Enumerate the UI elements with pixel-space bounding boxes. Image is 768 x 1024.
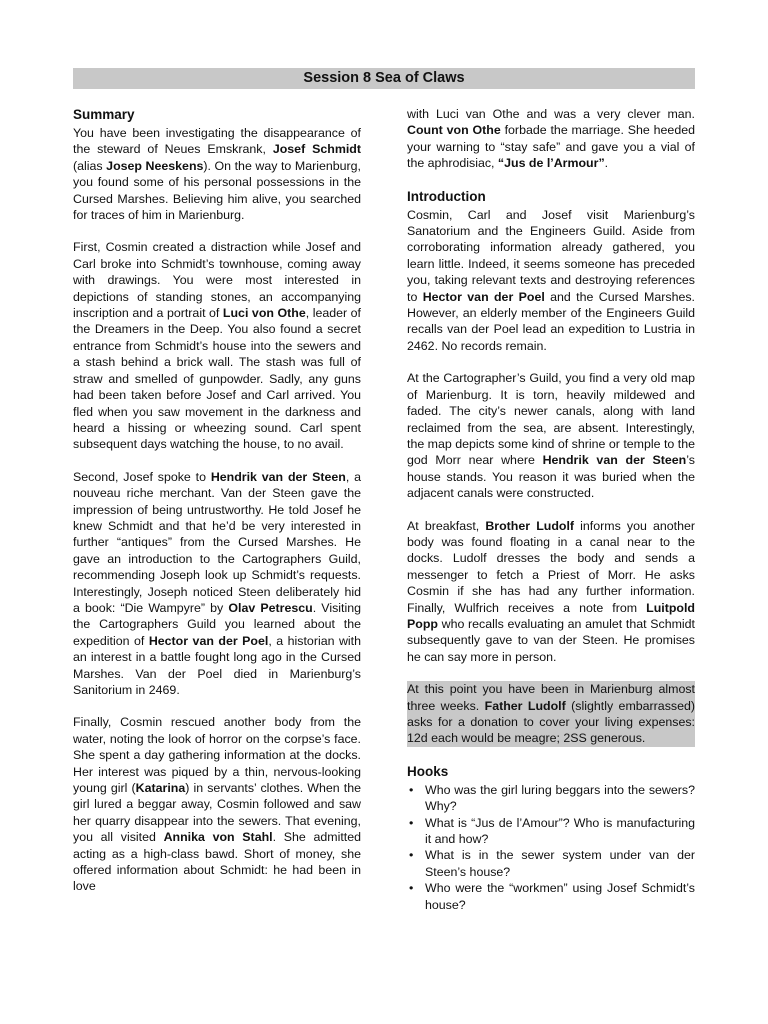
bullet-icon: • (409, 782, 414, 797)
summary-paragraph-3: Second, Josef spoke to Hendrik van der Steen, a nouveau riche merchant. Van der Steen gave the impression of being untrustworthy. He told Josef he knew Schmidt and that he’d be very interested in further “antiques” from the Cursed Marshes. He gave an introduction to the Cartographers Guild, recommending Joseph look up Schmidt’s requests. Interestingly, Joseph noticed Steen deliberately hid a book: “Die Wampyre” by Olav Petrescu. Visiting the Cartographers Guild you learned about the expedition of Hector van der Poel, a historian with an interest in a battle fought long ago in the Cursed Marshes. Van der Poel died in Marienburg’s Sanitorium in 2469. (73, 469, 361, 697)
introduction-paragraph-1: Cosmin, Carl and Josef visit Marienburg’s Sanatorium and the Engineers Guild. Aside from corroborating information already gathered, you learn little. Indeed, it seems someone has preceded you, taking relevant texts and destroying references to Hector van der Poel and the Cursed Marshes. However, an elderly member of the Engineers Guild recalls van der Poel lead an expedition to Lustria in 2462. No records remain. (407, 207, 695, 353)
introduction-heading: Introduction (407, 188, 486, 204)
bullet-icon: • (409, 815, 414, 830)
hooks-heading: Hooks (407, 763, 449, 779)
hook-item: • Who were the “workmen” using Josef Schmidt’s house? (409, 881, 695, 912)
bullet-icon: • (409, 881, 414, 896)
summary-continuation: with Luci van Othe and was a very clever man. Count von Othe forbade the marriage. She heeded your warning to “stay safe” and gave you a vial of the aphrodisiac, “Jus de l’Armour”. (407, 107, 695, 171)
left-column (73, 106, 361, 911)
bullet-icon: • (409, 848, 414, 863)
page-title: Session 8 Sea of Claws (73, 68, 695, 89)
hook-item: • What is “Jus de l’Amour”? Who is manufacturing it and how? (409, 815, 695, 847)
summary-paragraph-2: First, Cosmin created a distraction while Josef and Carl broke into Schmidt’s townhouse, coming away with drawings. You were most interested in depictions of standing stones, an accompanying inscription and a portrait of Luci von Othe, leader of the Dreamers in the Deep. You also found a secret entrance from Schmidt’s house into the sewers and a stash behind a brick wall. The stash was full of straw and smelled of gunpowder. Sadly, any guns had been taken before Josef and Carl arrived. You fled when you saw movement in the darkness and heard a hissing or wheezing sound. Carl spent subsequent days watching the house, to no avail. (73, 240, 362, 452)
introduction-paragraph-2: At the Cartographer’s Guild, you find a very old map of Marienburg. It is torn, heavily mildewed and faded. The city’s newer canals, along with land reclaimed from the sea, are absent. Interestingly, the map depicts some kind of shrine or temple to the god Morr near where Hendrik van der Steen’s house stands. You reason it was buried when the adjacent canals were constructed. (407, 371, 695, 501)
summary-paragraph-1: You have been investigating the disappearance of the steward of Neues Emskrank, Josef Schmidt (alias Josep Neeskens). On the way to Marienburg, you found some of his personal possessions in the Cursed Marshes. Believing him alive, you searched for traces of him in Marienburg. (73, 126, 361, 223)
hooks-list (407, 782, 695, 913)
introduction-paragraph-3: At breakfast, Brother Ludolf informs you another body was found floating in a canal near to the docks. Ludolf dresses the body and sends a messenger to fetch a Priest of Morr. He asks Cosmin if she has had any further information. Finally, Wulfrich receives a note from Luitpold Popp who recalls evaluating an amulet that Schmidt subsequently gave to van der Steen. He promises he can say more in person. (407, 518, 695, 664)
hook-item: • What is in the sewer system under van der Steen’s house? (409, 848, 695, 879)
hook-item: • Who was the girl luring beggars into the sewers? Why? (409, 782, 695, 814)
summary-paragraph-4: Finally, Cosmin rescued another body from the water, noting the look of horror on the corpse’s face. She spent a day gathering information at the docks. Her interest was piqued by a thin, nervous-looking young girl (Katarina) in servants’ clothes. When the girl lured a beggar away, Cosmin followed and saw her quarry disappear into the sewers. That evening, you all visited Annika von Stahl. She admitted acting as a high-class bawd. Short of money, she offered information about Schmidt: he had been in love (73, 715, 361, 894)
right-column (407, 106, 695, 913)
highlighted-note: At this point you have been in Marienburg almost three weeks. Father Ludolf (slightly embarrassed) asks for a donation to cover your living expenses: 12d each would be meagre; 2SS generous. (407, 682, 695, 746)
summary-heading: Summary (73, 107, 135, 122)
